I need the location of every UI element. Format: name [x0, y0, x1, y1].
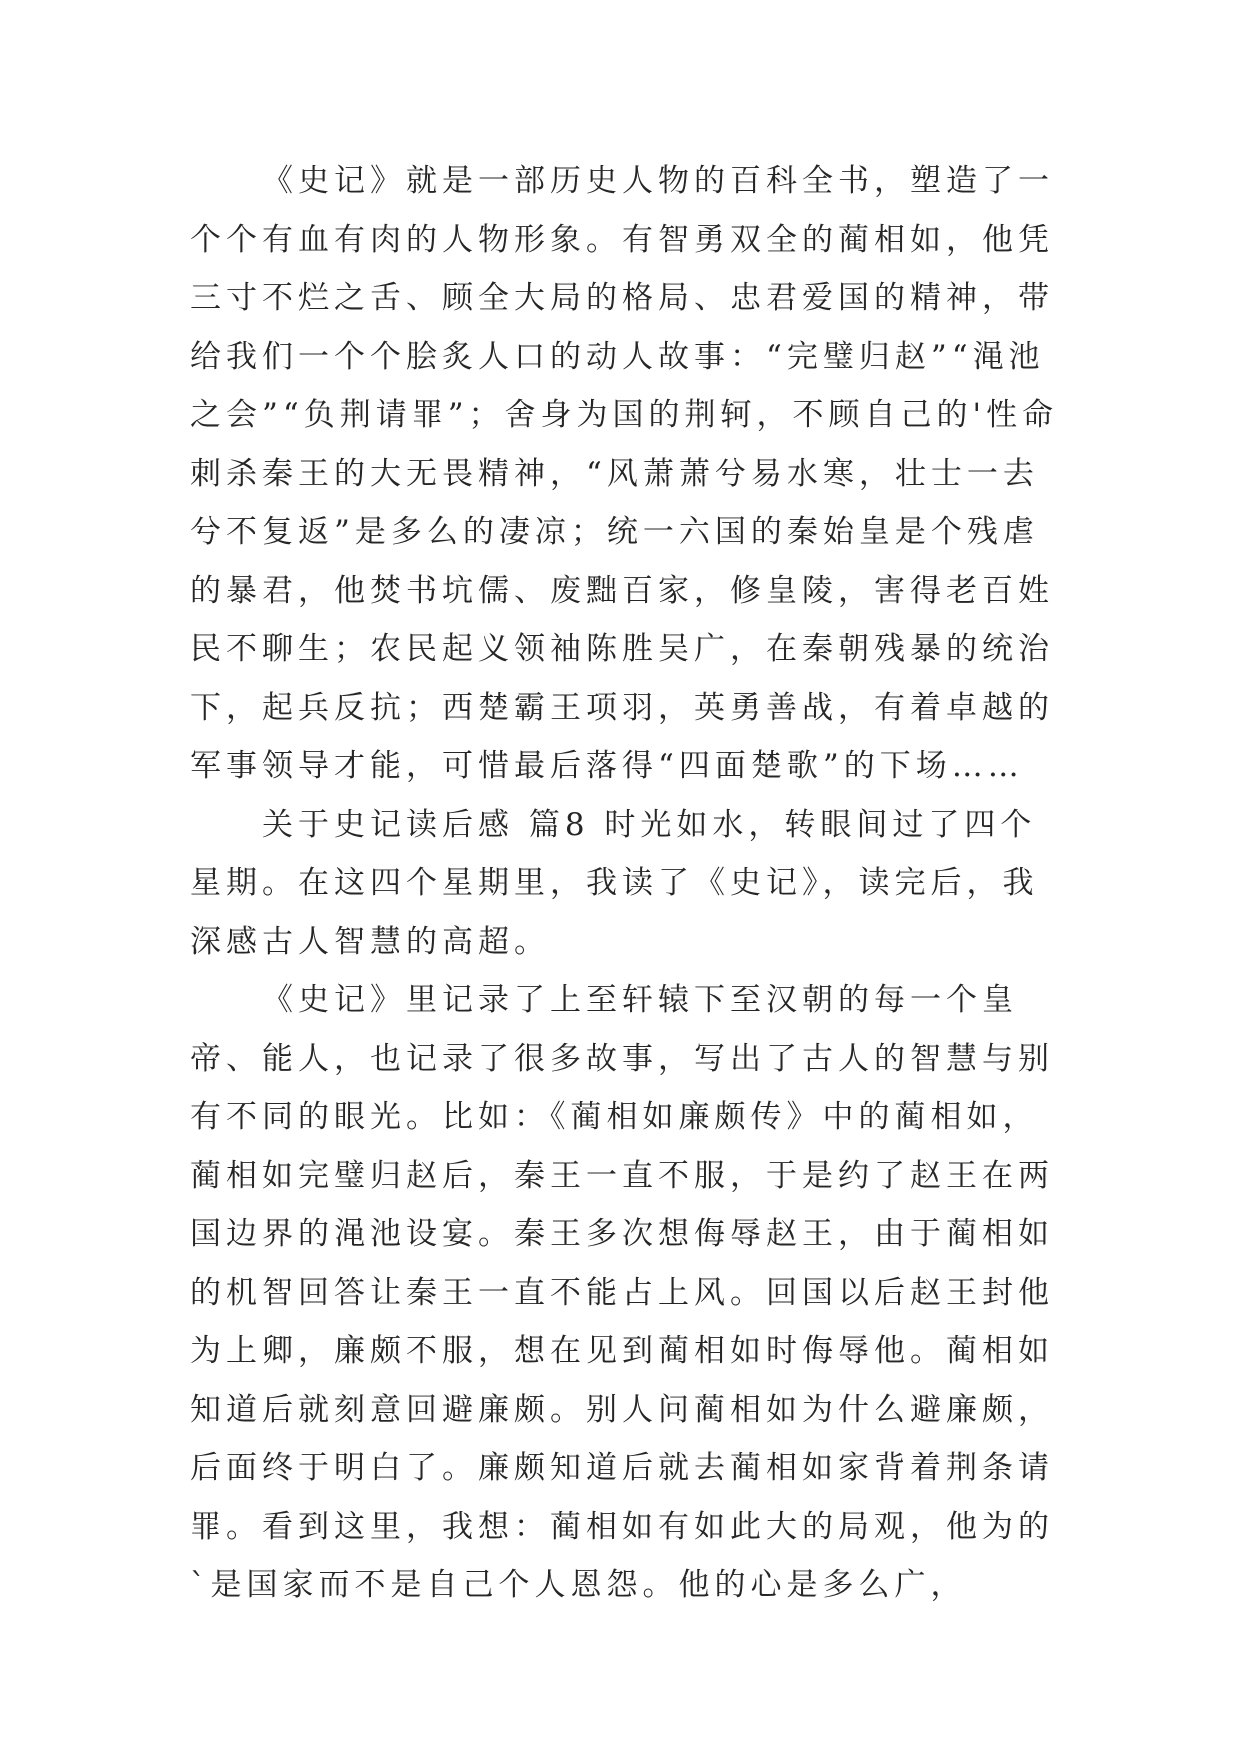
paragraph-shiji-characters: 《史记》就是一部历史人物的百科全书，塑造了一个个有血有肉的人物形象。有智勇双全的蔺相如，他凭三寸不烂之舌、顾全大局的格局、忠君爱国的精神，带给我们一个个脍炙人口的动人故事：“完璧归赵”“渑池之会”“负荆请罪”；舍身为国的荆轲，不顾自己的'性命刺杀秦王的大无畏精神，“风萧萧兮易水寒，壮士一去兮不复返”是多么的凄凉；统一六国的秦始皇是个残虐的暴君，他焚书坑儒、废黜百家，修皇陵，害得老百姓民不聊生；农民起义领袖陈胜吴广，在秦朝残暴的统治下，起兵反抗；西楚霸王项羽，英勇善战，有着卓越的军事领导才能，可惜最后落得“四面楚歌”的下场…… [190, 163, 1059, 784]
paragraph-essay-8-intro: 关于史记读后感 篇8 时光如水，转眼间过了四个星期。在这四个星期里，我读了《史记》，读完后，我深感古人智慧的高超。 [190, 806, 1039, 960]
document-body [190, 152, 1070, 1615]
paragraph-lin-xiangru-story: 《史记》里记录了上至轩辕下至汉朝的每一个皇帝、能人，也记录了很多故事，写出了古人的智慧与别有不同的眼光。比如：《蔺相如廉颇传》中的蔺相如，蔺相如完璧归赵后，秦王一直不服，于是约了赵王在两国边界的渑池设宴。秦王多次想侮辱赵王，由于蔺相如的机智回答让秦王一直不能占上风。回国以后赵王封他为上卿，廉颇不服，想在见到蔺相如时侮辱他。蔺相如知道后就刻意回避廉颇。别人问蔺相如为什么避廉颇，后面终于明白了。廉颇知道后就去蔺相如家背着荆条请罪。看到这里，我想：蔺相如有如此大的局观，他为的`是国家而不是自己个人恩怨。他的心是多么广， [190, 982, 1054, 1603]
